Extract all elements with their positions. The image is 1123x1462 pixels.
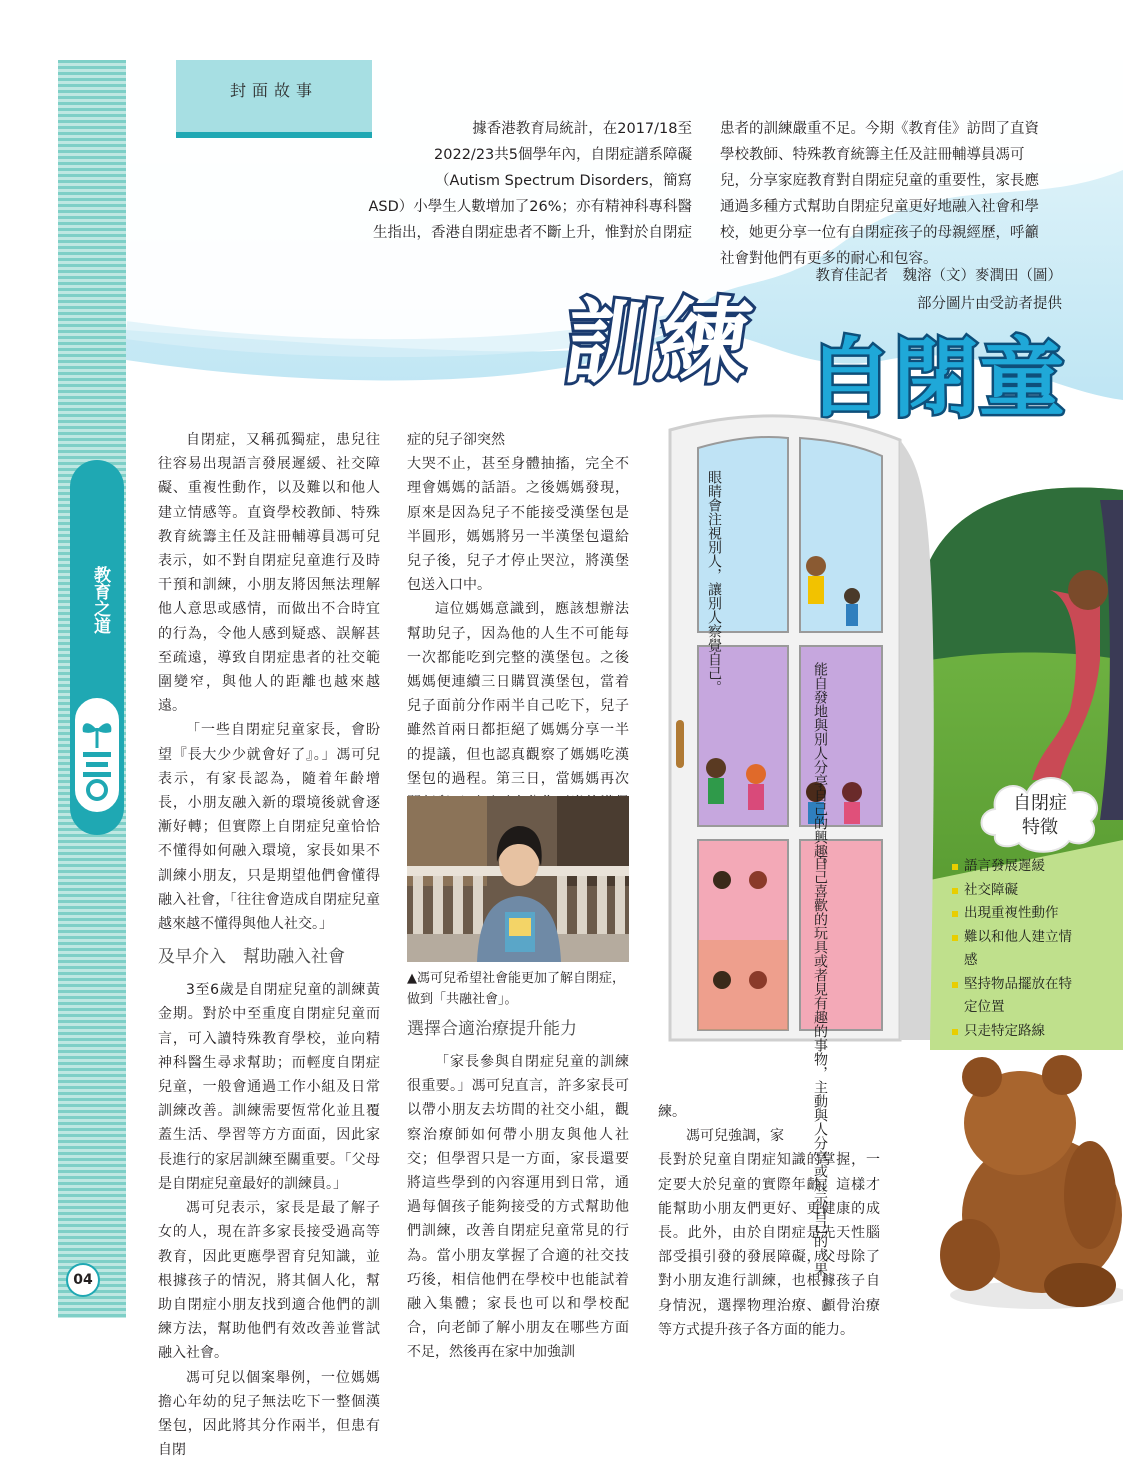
subheading-therapy: 選擇合適治療提升能力 [407, 1019, 577, 1039]
body-paragraph: 馮可兒以個案舉例，一位媽媽擔心年幼的兒子無法吃下一整個漢堡包，因此將其分作兩半，但患有自閉 [158, 1369, 380, 1459]
intro-line: 通過多種方式幫助自閉症兒童更好地融入社會和學 [720, 199, 1039, 215]
headline-part1: 訓練 [558, 288, 758, 396]
cover-story-label: 封面故事 [229, 81, 318, 100]
window-panel-middle-text: 能自發地與別人分享自己的興趣。 [812, 662, 828, 872]
body-paragraph: 長對於兒童自閉症知識的掌握，一定要大於兒童的實際年齡，這樣才能幫助小朋友們更好、更健康的成長。此外，由於自閉症是先天性腦部受損引發的發展障礙，父母除了對小朋友進行訓練，也根據孩子自身情況，選擇物理治療、顱骨治療等方式提升孩子各方面的能力。 [658, 1152, 880, 1338]
body-paragraph: 馮可兒表示，家長是最了解子女的人，現在許多家長接受過高等教育，因此更應學習育兒知識，並根據孩子的情況，將其個人化，幫助自閉症小朋友找到適合他們的訓練方法，幫助他們有效改善並嘗試融入社會。 [158, 1200, 380, 1362]
body-paragraph: 3至6歲是自閉症兒童的訓練黃金期。對於中至重度自閉症兒童而言，可入讀特殊教育學校，並向精神科醫生尋求幫助；而輕度自閉症兒童，一般會通過工作小組及日常訓練改善。訓練需要恆常化並且覆蓋生活、學習等方方面面，因此家長進行的家居訓練至關重要。「父母是自閉症兒童最好的訓練員。」 [158, 982, 380, 1192]
intro-line: 2022/23共5個學年內，自閉症譜系障礙 [434, 147, 692, 163]
body-column-1 [158, 428, 380, 1462]
feature-item: 語言發展遲緩 [952, 855, 1072, 879]
features-cloud [975, 765, 1105, 855]
features-list [952, 855, 1072, 1043]
body-paragraph: 「家長參與自閉症兒童的訓練很重要。」馮可兒直言，許多家長可以帶小朋友去坊間的社交小組，觀察治療師如何帶小朋友與他人社交；但學習只是一方面，家長還要將這些學到的內容運用到日常，通過每個孩子能夠接受的方式幫助他們訓練，改善自閉症兒童常見的行為。當小朋友掌握了合適的社交技巧後，相信他們在學校中也能試着融入集體；家長也可以和學校配合，向老師了解小朋友在哪些方面不足，然後再在家中加強訓 [407, 1054, 629, 1361]
interviewee-photo [407, 796, 629, 962]
subheading-early-intervention: 及早介入 幫助融入社會 [158, 947, 345, 968]
body-column-3 [658, 1100, 880, 1342]
body-paragraph: 馮可兒強調，家 [686, 1128, 784, 1145]
intro-line: 生指出，香港自閉症患者不斷上升，惟對於自閉症 [373, 225, 692, 241]
intro-line: 兒，分享家庭教育對自閉症兒童的重要性，家長應 [720, 173, 1039, 189]
feature-item: 難以和他人建立情感 [952, 926, 1072, 973]
body-paragraph: 這位媽媽意識到，應該想辦法幫助兒子，因為他的人生不可能每一次都能吃到完整的漢堡包。之後媽媽便連續三日購買漢堡包，當着兒子面前分作兩半自己吃下，兒子雖然首兩日都拒絕了媽媽分享一半的提議，但也認真觀察了媽媽吃漢堡包的過程。第三日，當媽媽再次 [407, 601, 629, 787]
intro-line: ASD）小學生人數增加了26%；亦有精神科專科醫 [368, 199, 692, 215]
photo-caption: ▲馮可兒希望社會能更加了解自閉症，做到「共融社會」。 [407, 971, 625, 1007]
sprout-icon [79, 708, 115, 804]
body-paragraph: 症的兒子卻突然 [407, 432, 505, 448]
intro-right [720, 116, 1065, 272]
side-tab-label: 教育之道 [90, 566, 110, 634]
intro-line: 患者的訓練嚴重不足。今期《教育佳》訪問了直資 [720, 121, 1039, 137]
intro-line: 據香港教育局統計，在2017/18至 [472, 121, 692, 137]
body-column-2-bottom [407, 1014, 629, 1365]
body-paragraph: 「一些自閉症兒童家長，會盼望『長大少少就會好了』。」馮可兒表示，有家長認為，隨着年齡增長，小朋友融入新的環境後就會逐漸好轉；但實際上自閉症兒童恰恰不懂得如何融入環境，家長如果不訓練小朋友，只是期望他們會懂得融入社會，「往往會造成自閉症兒童越來越不懂得與他人社交。」 [158, 722, 380, 933]
intro-left [340, 116, 692, 246]
credits-author: 教育佳記者 魏溶（文）麥潤田（圖） [815, 268, 1062, 284]
teddy-bear-image [930, 1045, 1123, 1315]
body-paragraph: 自閉症，又稱孤獨症，患兒往往容易出現語言發展遲緩、社交障礙、重複性動作，以及難以和他人建立情感等。直資學校教師、特殊教育統籌主任及註冊輔導員馮可兒表示，如不對自閉症兒童進行及時干預和訓練，小朋友將因無法理解他人意思或感情，而做出不合時宜的行為，令他人感到疑惑、誤解甚至疏遠，導致自閉症患者的社交範圍變窄，與他人的距離也越來越遠。 [158, 432, 380, 715]
features-cloud-line1: 自閉症 [1013, 793, 1067, 814]
feature-item: 社交障礙 [952, 879, 1072, 903]
intro-line: 社會對他們有更多的耐心和包容。 [720, 251, 938, 267]
window-panel-bottom-text: 自己喜歡的玩具或者見有趣的事物，主動與人分享或展示自己的成果。 [812, 856, 828, 1290]
intro-line: 學校教師、特殊教育統籌主任及註冊輔導員馮可 [720, 147, 1025, 163]
window-panel-top-text: 眼睛會注視別人，讓別人察覺自己。 [706, 470, 722, 694]
features-cloud-line2: 特徵 [1022, 817, 1058, 838]
intro-line: 校，她更分享一位有自閉症孩子的母親經歷，呼籲 [720, 225, 1039, 241]
feature-item: 堅持物品擺放在特定位置 [952, 973, 1072, 1020]
feature-item: 只走特定路線 [952, 1020, 1072, 1044]
sprout-logo [72, 695, 122, 815]
credits-photo-note: 部分圖片由受訪者提供 [917, 296, 1062, 312]
intro-line: （Autism Spectrum Disorders，簡寫 [435, 173, 692, 189]
page-number: 04 [66, 1263, 100, 1297]
headline-part2: 自閉童 [807, 329, 1065, 429]
body-paragraph: 大哭不止，甚至身體抽搐，完全不理會媽媽的話語。之後媽媽發現，原來是因為兒子不能接受漢堡包是半圓形，媽媽將另一半漢堡包還給兒子後，兒子才停止哭泣，將漢堡包送入口中。 [407, 456, 629, 594]
body-paragraph: 練。 [658, 1104, 686, 1120]
feature-item: 出現重複性動作 [952, 902, 1072, 926]
body-column-2-top [407, 428, 629, 839]
